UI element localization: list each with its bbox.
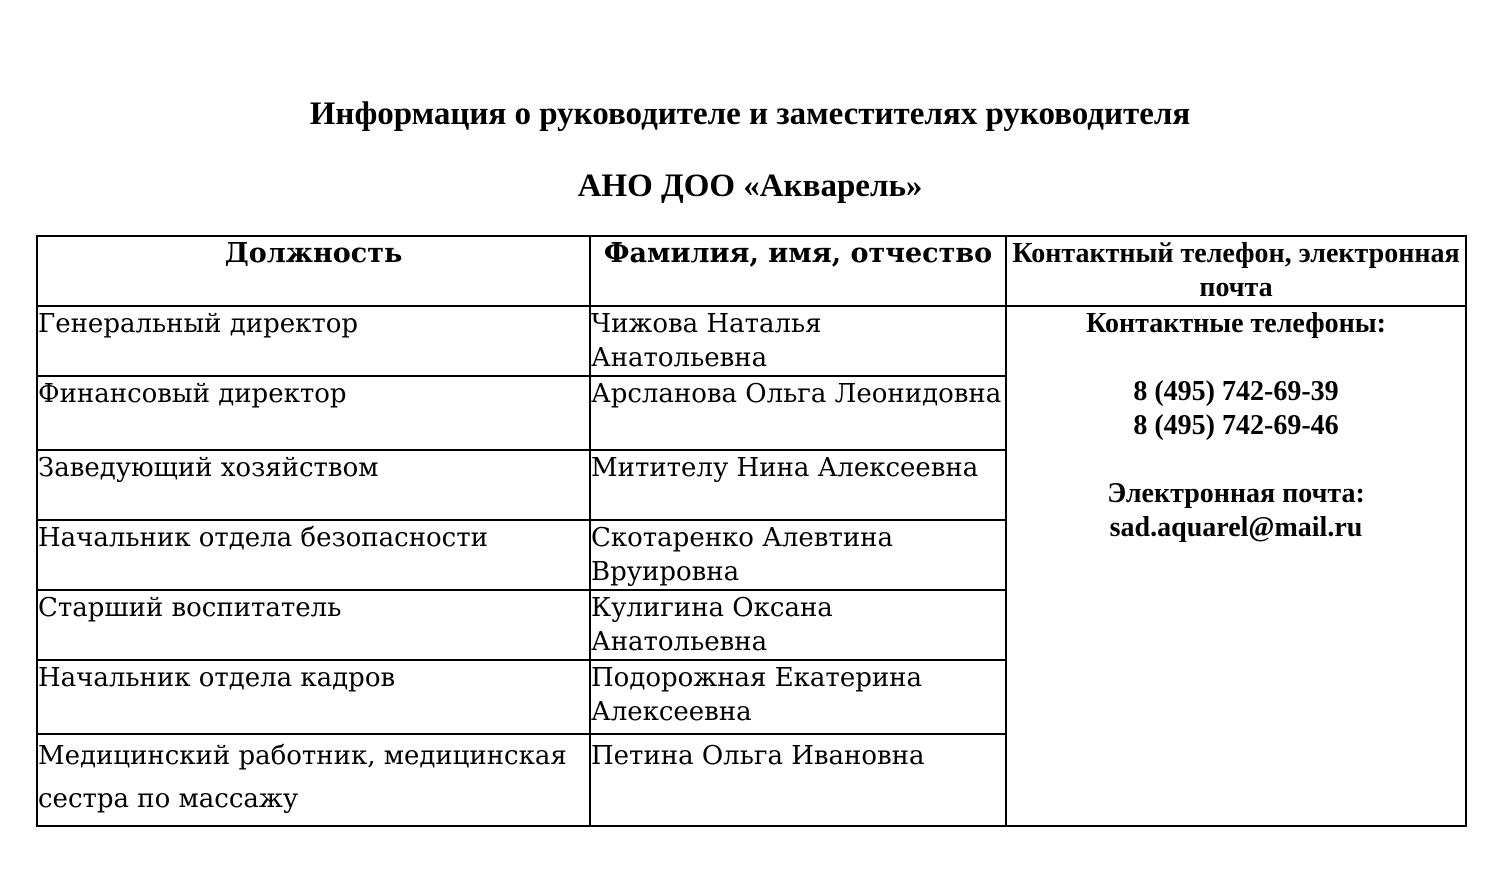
phone-2: 8 (495) 742-69-46 (1133, 410, 1339, 441)
name-cell: Кулигина Оксана Анатольевна (590, 590, 1006, 660)
phone-1: 8 (495) 742-69-39 (1133, 376, 1339, 407)
position-cell: Генеральный директор (37, 306, 590, 376)
name-cell: Петина Ольга Ивановна (590, 734, 1006, 826)
contact-cell (1006, 306, 1466, 826)
document-title: Информация о руководителе и заместителях руководителя (309, 96, 1191, 132)
phones-label: Контактные телефоны: (1086, 308, 1386, 339)
name-cell: Подорожная Екатерина Алексеевна (590, 660, 1006, 734)
header-position: Должность (37, 236, 590, 306)
email-label: Электронная почта: (1107, 478, 1365, 509)
table-header-row (37, 236, 1466, 306)
name-cell: Чижова Наталья Анатольевна (590, 306, 1006, 376)
name-cell: Арсланова Ольга Леонидовна (590, 376, 1006, 450)
header-name: Фамилия, имя, отчество (590, 236, 1006, 306)
name-cell: Митителу Нина Алексеевна (590, 450, 1006, 520)
header-contact: Контактный телефон, электронная почта (1006, 236, 1466, 306)
position-cell: Начальник отдела безопасности (37, 520, 590, 590)
table-row (37, 306, 1466, 376)
position-cell: Заведующий хозяйством (37, 450, 590, 520)
position-cell: Начальник отдела кадров (37, 660, 590, 734)
position-cell: Медицинский работник, медицинская сестра по массажу (37, 734, 590, 826)
organization-name: АНО ДОО «Акварель» (577, 168, 923, 204)
staff-table (36, 235, 1467, 827)
position-cell: Финансовый директор (37, 376, 590, 450)
position-cell: Старший воспитатель (37, 590, 590, 660)
email-address: sad.aquarel@mail.ru (1109, 512, 1363, 543)
name-cell: Скотаренко Алевтина Вруировна (590, 520, 1006, 590)
